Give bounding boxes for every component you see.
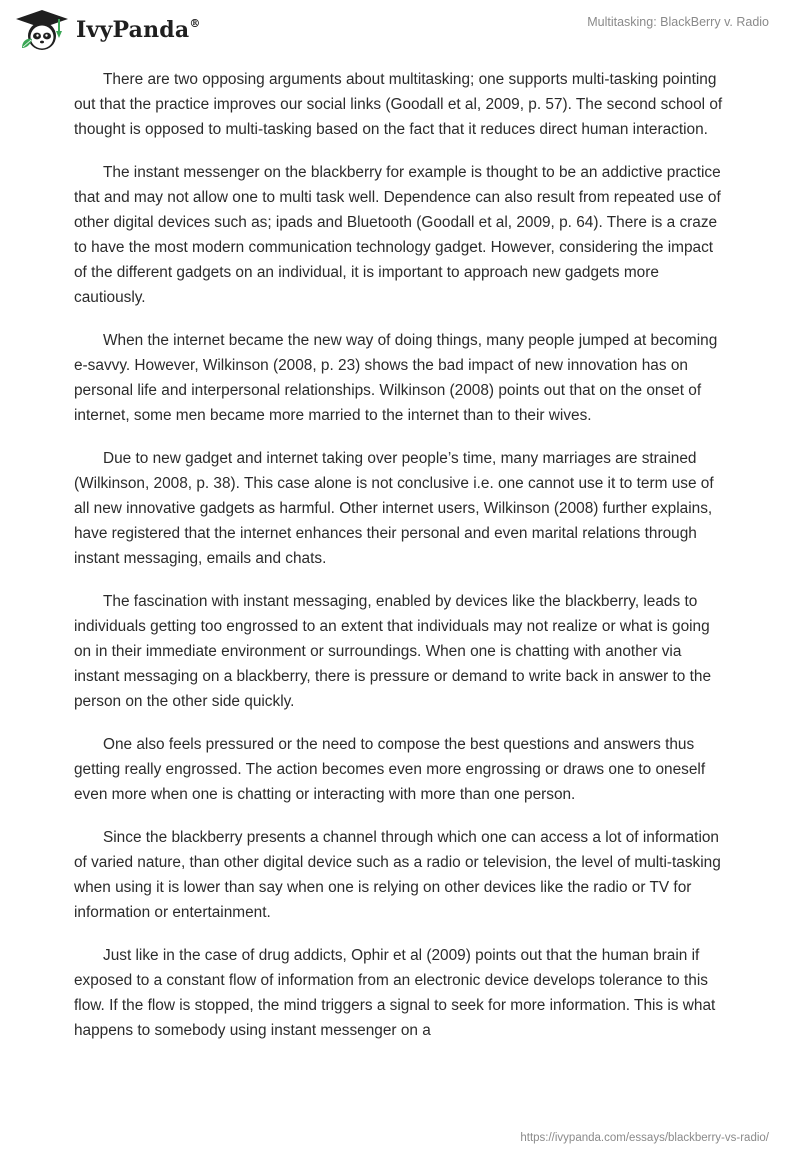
paragraph: When the internet became the new way of doing things, many people jumped at becoming e-savvy. However, Wilkinson (2008, p. 23) shows the bad impact of new innovation has on personal life and interpersonal relationships. Wilkinson (2008) points out that on the onset of internet, some men became more married to the internet than to their wives. — [74, 332, 718, 424]
paragraph: There are two opposing arguments about multitasking; one supports multi-tasking pointing out that the practice improves our social links (Goodall et al, 2009, p. 57). The second school of thought is opposed to multi-tasking based on the fact that it reduces direct human interaction. — [74, 71, 723, 138]
brand-name: IvyPanda® — [76, 16, 201, 43]
paragraph: Just like in the case of drug addicts, Ophir et al (2009) points out that the human brain if exposed to a constant flow of information from an electronic device develops tolerance to this flow. If the flow is stopped, the mind triggers a signal to seek for more information. This is what happens to somebody using instant messenger on a — [74, 947, 716, 1039]
paragraph: One also feels pressured or the need to compose the best questions and answers thus getting really engrossed. The action becomes even more engrossing or draws one to oneself even more when one is chatting or interacting with more than one person. — [74, 736, 706, 803]
source-url[interactable]: https://ivypanda.com/essays/blackberry-vs-radio/ — [520, 1132, 769, 1144]
paragraph: Due to new gadget and internet taking over people’s time, many marriages are strained (Wilkinson, 2008, p. 38). This case alone is not conclusive i.e. one cannot use it to term use of all new innovative gadgets as harmful. Other internet users, Wilkinson (2008) further explains, have registered that the internet enhances their personal and even marital relations through instant messaging, emails and chats. — [74, 450, 714, 567]
paragraph: The fascination with instant messaging, enabled by devices like the blackberry, leads to individuals getting too engrossed to an extent that individuals may not realize or what is going on in their immediate environment or surroundings. When one is chatting with another via instant messaging on a blackberry, there is pressure or demand to write back in answer to the person on the other side quickly. — [74, 593, 712, 710]
paragraph: Since the blackberry presents a channel through which one can access a lot of information of varied nature, than other digital device such as a radio or television, the level of multi-tasking when using it is lower than say when one is relying on other devices like the radio or TV for information or entertainment. — [74, 829, 721, 921]
panda-graduate-logo-icon — [14, 8, 70, 52]
paragraph: The instant messenger on the blackberry for example is thought to be an addictive practice that and may not allow one to multi task well. Dependence can also result from repeated use of other digital devices such as; ipads and Bluetooth (Goodall et al, 2009, p. 64). There is a craze to have the most modern communication technology gadget. However, considering the impact of the different gadgets on an individual, it is important to approach new gadgets more cautiously. — [74, 164, 721, 306]
page-header — [0, 0, 800, 70]
ivypanda-logo[interactable] — [14, 8, 201, 52]
document-title: Multitasking: BlackBerry v. Radio — [587, 15, 769, 29]
essay-body — [74, 67, 724, 1061]
